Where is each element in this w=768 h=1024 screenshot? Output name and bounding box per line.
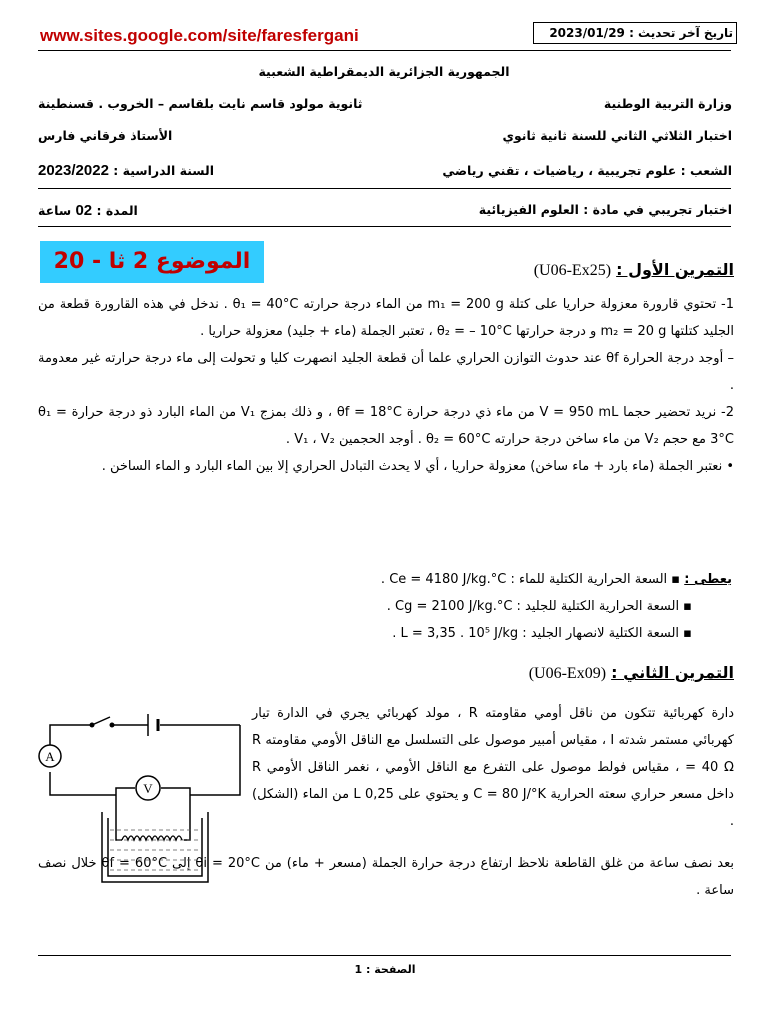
exercise1-part2: 2- نريد تحضير حجما V = 950 mL من ماء ذي درجة حرارة θf = 18°C ، و ذلك بمزج V₁ من الماء البارد ذو درجة حرارة θ₁ = 3°C مع حجم V₂ من ماء ساخن درجة حرارته θ₂ = 60°C . أوجد الحجمين V₁ ، V₂ . bbox=[38, 405, 734, 447]
ammeter-label: A bbox=[45, 749, 55, 764]
exercise1-part1: 1- تحتوي قارورة معزولة حراريا على كتلة m₁ = 200 g من الماء درجة حرارته θ₁ = 40°C . ندخل في هذه القارورة قطعة من الجليد كتلتها m₂ = 20 g و درجة حرارتها θ₂ = – 10°C ، تعتبر الجملة (ماء + جليد) معزولة حراريا . bbox=[38, 297, 735, 339]
school-year-label: السنة الدراسية : bbox=[108, 163, 214, 178]
resistor-lead bbox=[116, 795, 122, 840]
top-divider bbox=[38, 50, 731, 51]
given-list bbox=[290, 566, 732, 647]
update-date: تاريخ آخر تحديث : 2023/01/29 bbox=[533, 22, 737, 44]
teacher: الأستاذ فرقاني فارس bbox=[38, 128, 173, 143]
exercise2-code: (U06-Ex09) bbox=[528, 665, 607, 682]
switch-contact bbox=[110, 723, 115, 728]
exercise2-question: بعد نصف ساعة من غلق القاطعة نلاحظ ارتفاع درجة حرارة الجملة (مسعر + ماء) من θi = 20°C إلى θf = 60°C خلال نصف ساعة . bbox=[38, 856, 734, 898]
given-item-3: ▪ السعة الكتلية لانصهار الجليد : L = 3,35 . 10⁵ J/kg . bbox=[392, 626, 692, 641]
footer-divider bbox=[38, 955, 731, 956]
exercise1-heading bbox=[420, 260, 734, 280]
header-divider-2 bbox=[38, 226, 731, 227]
ministry: وزارة التربية الوطنية bbox=[603, 96, 732, 111]
exam-title: اختبار الثلاثي الثاني للسنة ثانية ثانوي bbox=[502, 128, 732, 143]
calorimeter-outer bbox=[102, 812, 208, 882]
subject: اختبار تجريبي في مادة : العلوم الفيزيائية bbox=[478, 202, 732, 217]
given-item-2: ▪ السعة الحرارية الكتلية للجليد : Cg = 2100 J/kg.°C . bbox=[386, 599, 692, 614]
given-item-1: ▪ السعة الحرارية الكتلية للماء : Ce = 4180 J/kg.°C . bbox=[380, 572, 681, 587]
resistor-coil-icon bbox=[122, 836, 182, 840]
duration-label: المدة : bbox=[92, 203, 138, 218]
switch-contact bbox=[90, 723, 95, 728]
republic-title: الجمهورية الجزائرية الديمقراطية الشعبية bbox=[258, 64, 510, 79]
circuit-wire bbox=[50, 772, 116, 795]
exercise1-title: التمرين الأول : bbox=[616, 260, 734, 279]
circuit-wire bbox=[161, 788, 190, 795]
site-url[interactable]: www.sites.google.com/site/faresfergani bbox=[40, 26, 359, 45]
exercise1-code: (U06-Ex25) bbox=[533, 262, 612, 279]
given-row-1 bbox=[290, 566, 732, 593]
duration bbox=[38, 202, 238, 219]
header-divider-1 bbox=[38, 188, 731, 189]
calorimeter-inner bbox=[108, 818, 202, 876]
exercise1-question1: – أوجد درجة الحرارة θf عند حدوث التوازن الحراري علما أن قطعة الجليد انصهرت كليا و تحولت إلى ماء درجة حرارته غير معدومة . bbox=[38, 351, 734, 393]
circuit-diagram bbox=[30, 700, 250, 890]
exercise2-title: التمرين الثاني : bbox=[611, 663, 734, 682]
voltmeter-label: V bbox=[143, 781, 153, 796]
exercise2-description: دارة كهربائية تتكون من ناقل أومي مقاومته R ، مولد كهربائي يجري في الدارة تيار كهربائي مستمر شدته I ، مقياس أمبير موصول على التسلسل مع الناقل الأومي مقاومته R = 40 Ω ، مقياس فولط موصول على التفرع مع الناقل الأومي ، نغمر الناقل الأومي R داخل مسعر حراري سعته الحرارية C = 80 J/°K و يحتوي على 0,25 L من الماء (الشكل) . bbox=[252, 706, 734, 829]
given-row-2 bbox=[290, 593, 732, 620]
given-label: يعطى : bbox=[684, 572, 732, 587]
school-year bbox=[38, 162, 298, 179]
exercise2-heading bbox=[420, 663, 734, 683]
duration-value: 02 bbox=[75, 202, 93, 219]
switch-icon bbox=[92, 717, 110, 725]
streams: الشعب : علوم تجريبية ، رياضيات ، تقني رياضي bbox=[442, 163, 732, 178]
duration-unit: ساعة bbox=[38, 203, 76, 218]
page-number: الصفحة : 1 bbox=[354, 963, 416, 976]
school: ثانوية مولود قاسم نايت بلقاسم – الخروب . قسنطينة bbox=[38, 96, 363, 111]
circuit-wire bbox=[116, 788, 135, 795]
school-year-value: 2023/2022 bbox=[38, 162, 109, 179]
topic-badge: الموضوع 2 ثا - 20 bbox=[40, 241, 264, 283]
exercise1-body bbox=[38, 291, 734, 480]
exercise2-body bbox=[252, 700, 734, 835]
exercise1-note: • نعتبر الجملة (ماء بارد + ماء ساخن) معزولة حراريا ، أي لا يحدث التبادل الحراري إلا بين الماء البارد و الماء الساخن . bbox=[101, 459, 734, 474]
given-row-3 bbox=[290, 620, 732, 647]
resistor-lead bbox=[184, 795, 190, 840]
circuit-wire bbox=[190, 725, 240, 795]
